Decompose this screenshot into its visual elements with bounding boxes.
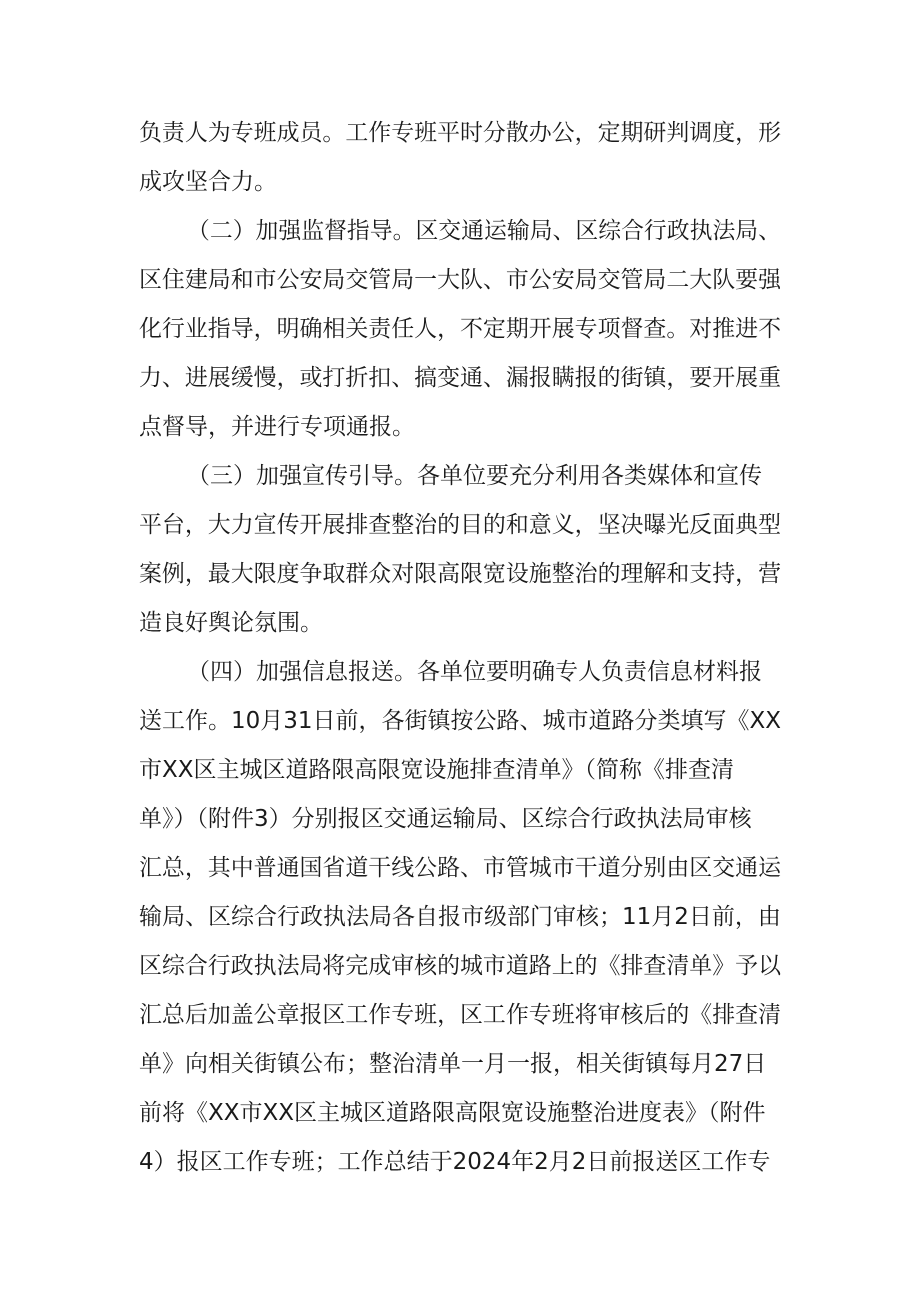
paragraph-line: 化行业指导，明确相关责任人，不定期开展专项督查。对推进不 <box>139 316 782 342</box>
paragraph-line: （三）加强宣传引导。各单位要充分利用各类媒体和宣传 <box>187 463 762 489</box>
paragraph-line: 造良好舆论氛围。 <box>139 610 323 636</box>
paragraph-line: 平台，大力宣传开展排查整治的目的和意义，坚决曝光反面典型 <box>139 512 782 538</box>
paragraph-line: 负责人为专班成员。工作专班平时分散办公，定期研判调度，形 <box>139 120 782 146</box>
paragraph-line: 输局、区综合行政执法局各自报市级部门审核；11月2日前，由 <box>139 904 781 930</box>
paragraph-line: （四）加强信息报送。各单位要明确专人负责信息材料报 <box>187 659 762 685</box>
paragraph-line: 力、进展缓慢，或打折扣、搞变通、漏报瞒报的街镇，要开展重 <box>139 365 782 391</box>
paragraph-line: （二）加强监督指导。区交通运输局、区综合行政执法局、 <box>187 218 781 244</box>
paragraph-line: 单》向相关街镇公布；整治清单一月一报，相关街镇每月27日 <box>139 1051 767 1077</box>
paragraph-line: 点督导，并进行专项通报。 <box>139 414 415 440</box>
paragraph-line: 汇总后加盖公章报区工作专班，区工作专班将审核后的《排查清 <box>139 1002 782 1028</box>
paragraph-line: 区综合行政执法局将完成审核的城市道路上的《排查清单》予以 <box>139 953 782 979</box>
paragraph-line: 单》）（附件3）分别报区交通运输局、区综合行政执法局审核 <box>139 806 752 832</box>
paragraph-line: 区住建局和市公安局交管局一大队、市公安局交管局二大队要强 <box>139 267 782 293</box>
paragraph-line: 汇总，其中普通国省道干线公路、市管城市干道分别由区交通运 <box>139 855 782 881</box>
paragraph-line: 案例，最大限度争取群众对限高限宽设施整治的理解和支持，营 <box>139 561 782 587</box>
paragraph-line: 市XX区主城区道路限高限宽设施排查清单》（简称《排查清 <box>139 757 735 783</box>
paragraph-line: 送工作。10月31日前，各街镇按公路、城市道路分类填写《XX <box>139 708 782 734</box>
paragraph-line: 成攻坚合力。 <box>139 169 277 195</box>
paragraph-line: 前将《XX市XX区主城区道路限高限宽设施整治进度表》（附件 <box>139 1100 766 1126</box>
paragraph-line: 4）报区工作专班；工作总结于2024年2月2日前报送区工作专 <box>139 1149 771 1175</box>
